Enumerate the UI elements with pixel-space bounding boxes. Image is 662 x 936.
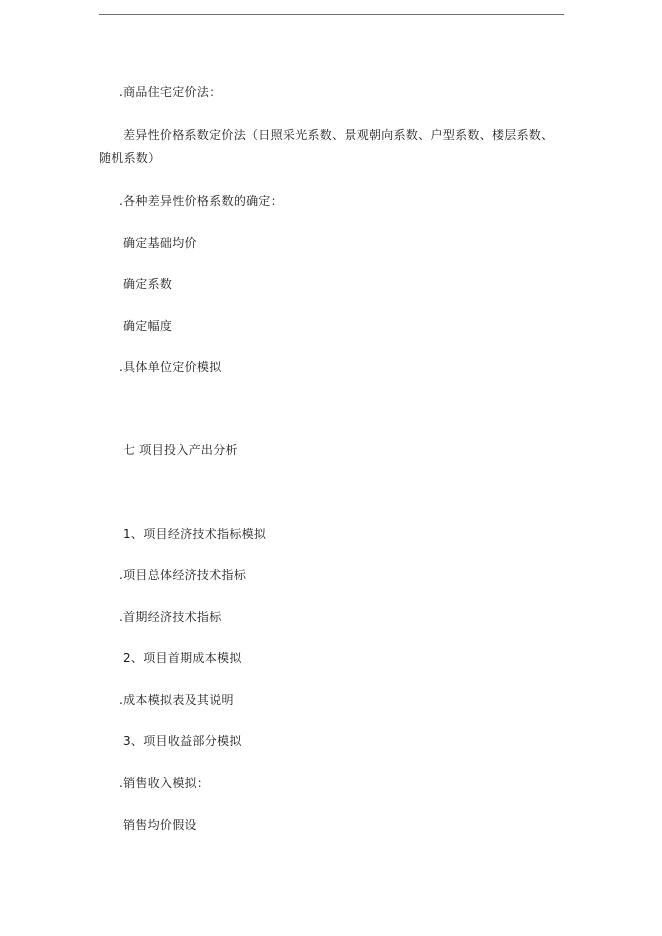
item-overall-indicators: .项目总体经济技术指标 [119,568,247,582]
heading-residential-pricing: .商品住宅定价法： [119,85,222,99]
item-sales-revenue: .销售收入模拟： [119,776,210,790]
item-range: 确定幅度 [123,319,173,333]
subsection-1-indicators: 1、项目经济技术指标模拟 [123,527,267,541]
header-rule [99,14,564,15]
item-cost-table: .成本模拟表及其说明 [119,693,234,707]
item-average-price: 销售均价假设 [123,818,197,832]
item-base-price: 确定基础均价 [123,236,197,250]
item-coefficient: 确定系数 [123,277,173,291]
section-title-input-output: 七 项目投入产出分析 [123,443,238,457]
item-first-phase-indicators: .首期经济技术指标 [119,610,222,624]
subsection-3-revenue: 3、项目收益部分模拟 [123,734,242,748]
heading-unit-pricing-simulation: .具体单位定价模拟 [119,360,222,374]
heading-coefficient-determination: .各种差异性价格系数的确定： [119,194,284,208]
subsection-2-cost: 2、项目首期成本模拟 [123,651,242,665]
paragraph-differential-pricing: 差异性价格系数定价法（日照采光系数、景观朝向系数、户型系数、楼层系数、随机系数） [99,128,554,165]
